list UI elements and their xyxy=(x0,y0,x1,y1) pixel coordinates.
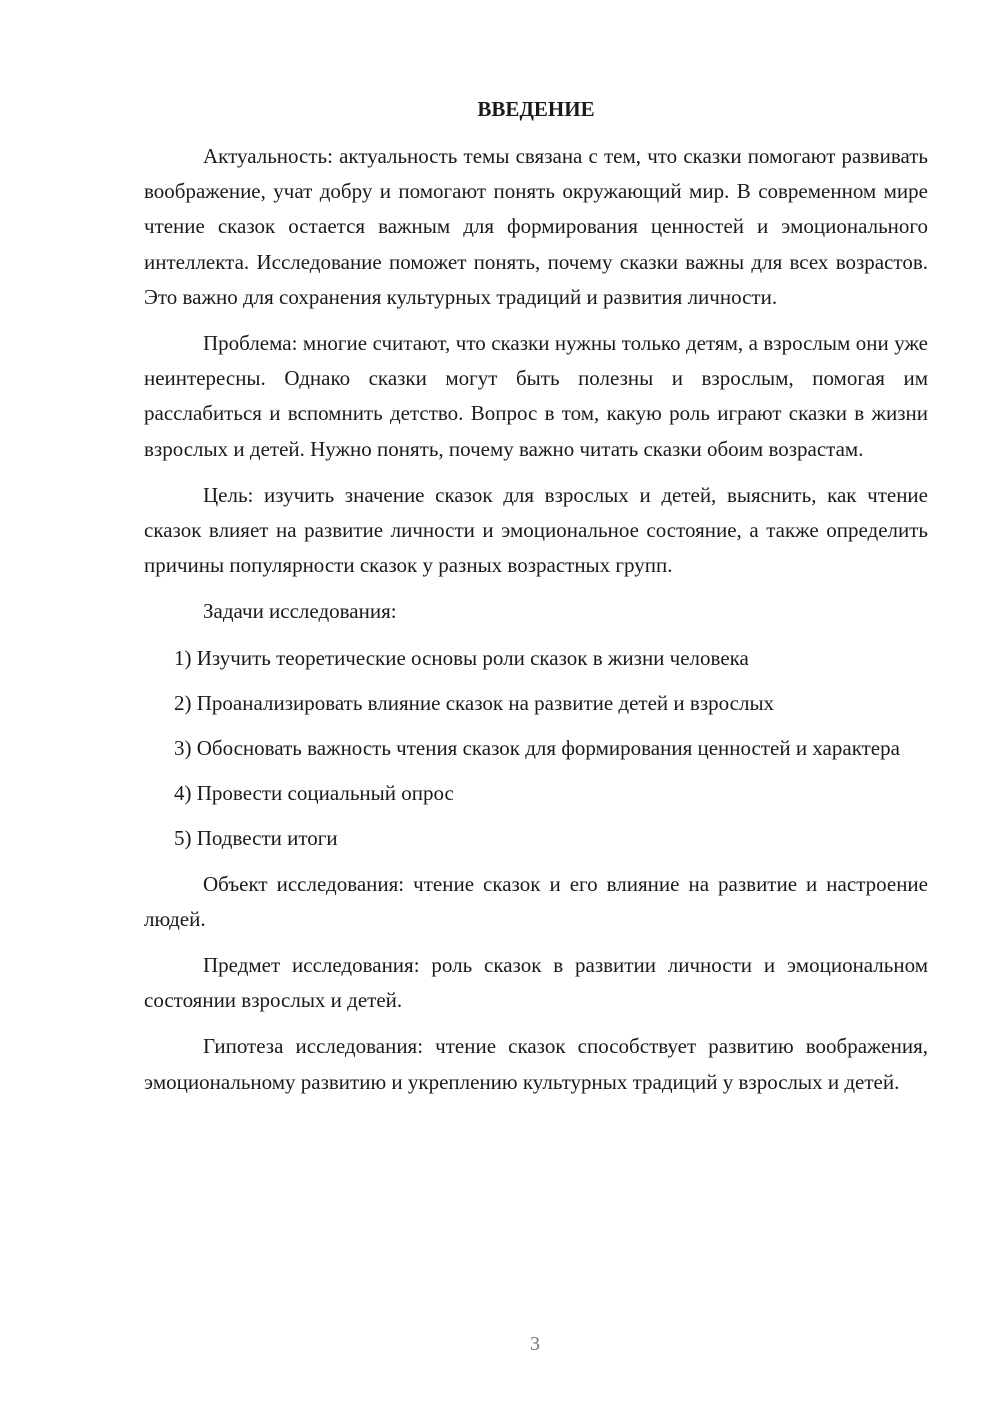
task-item: 4) Провести социальный опрос xyxy=(174,781,454,806)
problem-paragraph: Проблема: многие считают, что сказки нужны только детям, а взрослым они уже неинтересны. Однако сказки могут быть полезны и взрослым, помогая им расслабиться и вспомнить детство. Вопрос в том, какую роль играют сказки в жизни взрослых и детей. Нужно понять, почему важно читать сказки обоим возрастам. xyxy=(144,331,928,461)
task-item: 3) Обосновать важность чтения сказок для формирования ценностей и характера xyxy=(174,736,900,761)
object-paragraph: Объект исследования: чтение сказок и его влияние на развитие и настроение людей. xyxy=(144,871,928,931)
task-item: 2) Проанализировать влияние сказок на развитие детей и взрослых xyxy=(174,690,775,715)
tasks-heading: Задачи исследования: xyxy=(203,599,397,624)
document-page xyxy=(144,92,928,1111)
hypothesis-paragraph: Гипотеза исследования: чтение сказок способствует развитию воображения, эмоциональному развитию и укреплению культурных традиций у взрослых и детей. xyxy=(144,1034,928,1094)
task-item: 1) Изучить теоретические основы роли сказок в жизни человека xyxy=(174,645,749,670)
goal-paragraph: Цель: изучить значение сказок для взрослых и детей, выяснить, как чтение сказок влияет на развитие личности и эмоциональное состояние, а также определить причины популярности сказок у разных возрастных групп. xyxy=(144,482,928,578)
relevance-paragraph: Актуальность: актуальность темы связана с тем, что сказки помогают развивать воображение, учат добру и помогают понять окружающий мир. В современном мире чтение сказок остается важным для формирования ценностей и эмоционального интеллекта. Исследование поможет понять, почему сказки важны для всех возрастов. Это важно для сохранения культурных традиций и развития личности. xyxy=(144,144,928,309)
page-title: ВВЕДЕНИЕ xyxy=(477,97,595,121)
subject-paragraph: Предмет исследования: роль сказок в развитии личности и эмоциональном состоянии взрослых и детей. xyxy=(144,953,928,1013)
page-number: 3 xyxy=(530,1333,540,1355)
task-item: 5) Подвести итоги xyxy=(174,826,338,851)
